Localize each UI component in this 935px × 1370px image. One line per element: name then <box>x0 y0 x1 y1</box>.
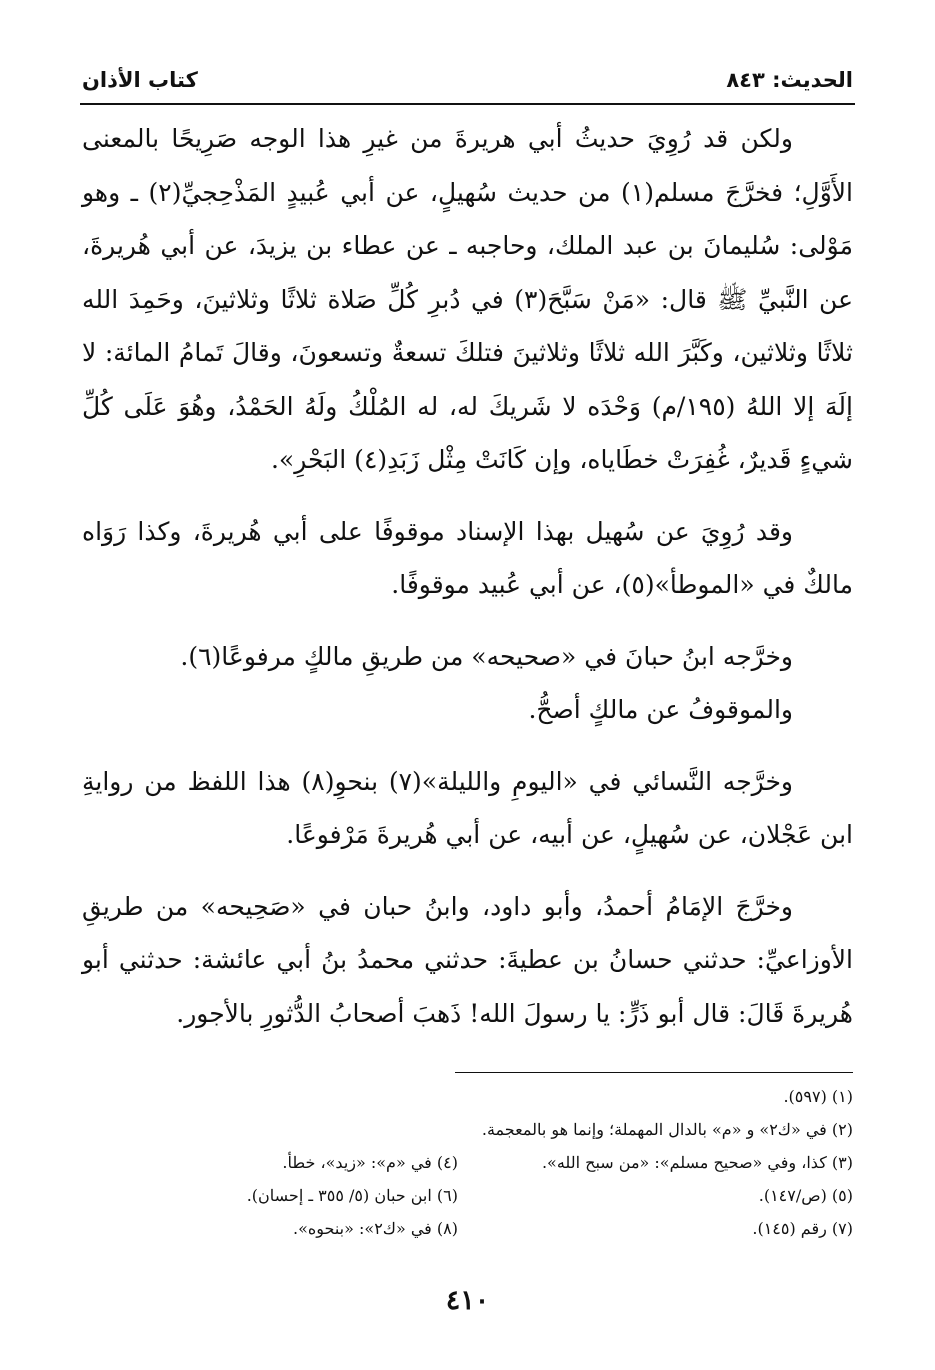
footnote-row <box>82 1179 853 1212</box>
paragraph-5: وخرَّجه النَّسائي في «اليومِ والليلة»(٧) بنحوِ(٨) هذا اللفظ من روايةِ ابن عَجْلان، عن سُهيلٍ، عن أبيه، عن أبي هُريرةَ مَرْفوعًا. <box>82 766 853 849</box>
paragraph-2: وقد رُوِيَ عن سُهيل بهذا الإسناد موقوفًا على أبي هُريرةَ، وكذا رَوَاه مالكٌ في «الموطأ»(٥)، عن أبي عُبيد موقوفًا. <box>82 516 853 599</box>
hadith-number-label: الحديث: ٨٤٣ <box>726 68 853 92</box>
footnote-row <box>82 1146 853 1179</box>
footnote-1: (١) (٥٩٧). <box>783 1087 853 1106</box>
running-header <box>82 66 853 94</box>
footnote-4: (٤) في «م»: «زيد»، خطأ. <box>282 1153 458 1172</box>
footnote-divider <box>455 1072 853 1073</box>
footnote-row <box>82 1113 853 1146</box>
footnote-2: (٢) في «ك٢» و «م» بالدال المهملة؛ وإنما هو بالمعجمة. <box>481 1120 853 1139</box>
main-text <box>82 112 853 1058</box>
paragraph-6: وخرَّجَ الإمَامُ أحمدُ، وأبو داود، وابنُ حبان في «صَحِيحه» من طريقِ الأوزاعيِّ: حدثني حسانُ بن عطيةَ: حدثني محمدُ بنُ أبي عائشة: حدثني أبو هُريرةَ قَالَ: قال أبو ذَرٍّ: يا رسولَ الله! ذَهبَ أصحابُ الدُّثورِ بالأجور. <box>82 891 853 1028</box>
page-number: ٤١٠ <box>445 1285 490 1316</box>
header-divider <box>80 103 855 105</box>
footnote-6: (٦) ابن حبان (٥/ ٣٥٥ ـ إحسان). <box>246 1186 458 1205</box>
footnote-row <box>82 1080 853 1113</box>
footnote-3: (٣) كذا، وفي «صحيح مسلم»: «من سبح الله». <box>541 1153 853 1172</box>
footnotes <box>82 1080 853 1245</box>
footnote-5: (٥) (ص/١٤٧). <box>758 1186 853 1205</box>
footnote-7: (٧) رقم (١٤٥). <box>752 1219 853 1238</box>
paragraph-3: وخرَّجه ابنُ حبانَ في «صحيحه» من طريقِ مالكٍ مرفوعًا(٦). <box>180 641 793 671</box>
footnote-8: (٨) في «ك٢»: «بنحوه». <box>293 1219 458 1238</box>
footnote-row <box>82 1212 853 1245</box>
paragraph-4: والموقوفُ عن مالكٍ أصحُّ. <box>528 695 793 724</box>
paragraph-1: ولكن قد رُوِيَ حديثُ أبي هريرةَ من غيرِ هذا الوجه صَرِيحًا بالمعنى الأَوَّلِ؛ فخرَّجَ مسلم(١) من حديث سُهيلٍ، عن أبي عُبيدٍ المَذْحِجيِّ(٢) ـ وهو مَوْلى: سُليمانَ بن عبد الملك، وحاجبه ـ عن عطاء بن يزيدَ، عن أبي هُريرةَ، عن النَّبيِّ ﷺ قال: «مَنْ سَبَّحَ(٣) في دُبرِ كُلِّ صَلاة ثلاثًا وثلاثينَ، وحَمِدَ الله ثلاثًا وثلاثين، وكَبَّرَ الله ثلاثًا وثلاثينَ فتلكَ تسعةٌ وتسعونَ، وقالَ تَمامُ المائة: لا إلَهَ إلا اللهُ (١٩٥/م) وَحْدَه لا شَريكَ له، له المُلْكُ ولَهُ الحَمْدُ، وهُوَ عَلَى كُلِّ شيءٍ قَديرٌ، غُفِرَتْ خطَاياه، وإن كَانَتْ مِثْل زَبَدِ(٤) البَحْرِ». <box>82 124 853 474</box>
book-title: كتاب الأذان <box>82 68 198 92</box>
